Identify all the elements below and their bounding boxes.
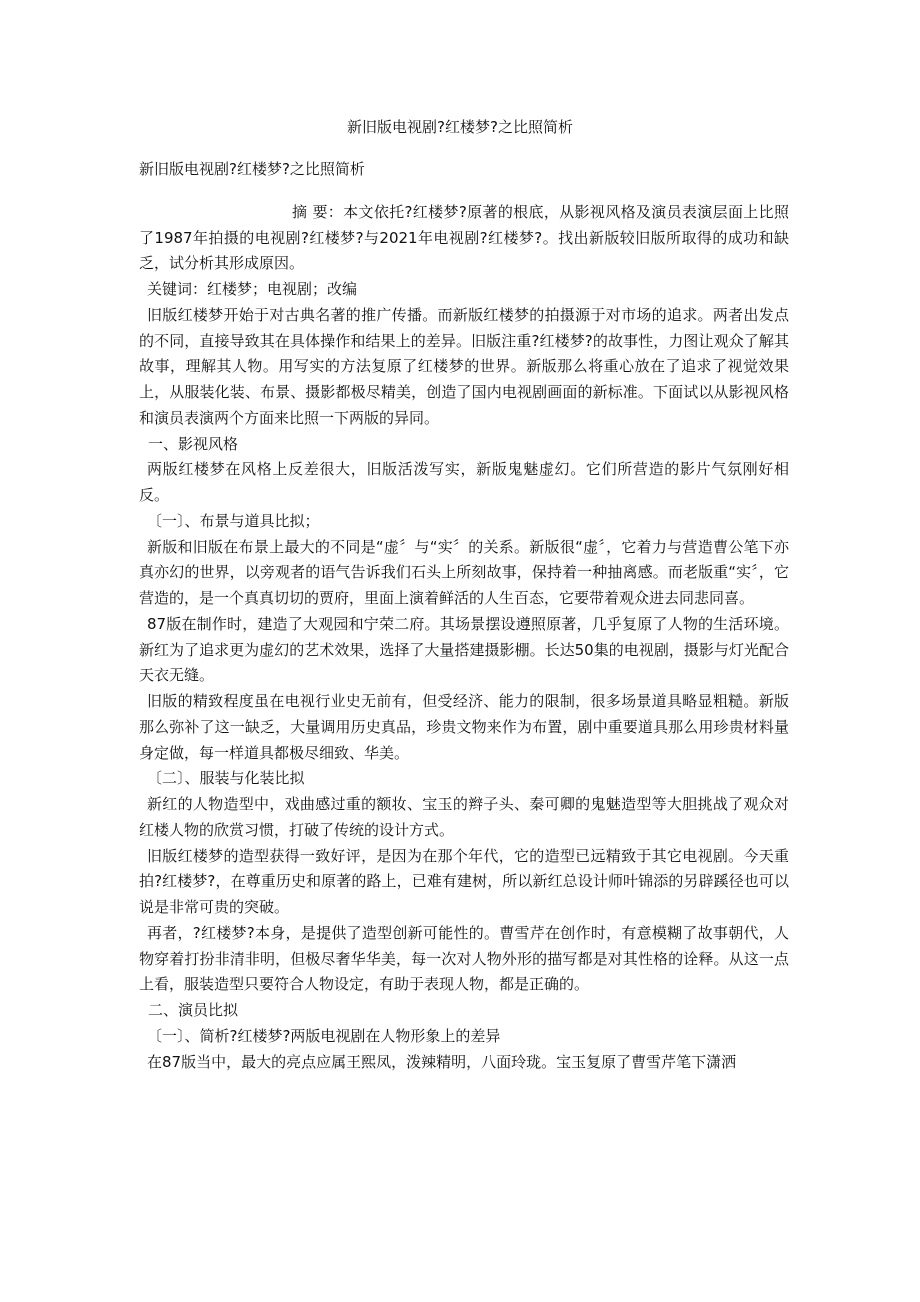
abstract-paragraph: 摘 要：本文依托?红楼梦?原著的根底，从影视风格及演员表演层面上比照了1987年拍摄的电视剧?红楼梦?与2021年电视剧?红楼梦?。找出新版较旧版所取得的成功和缺乏，试分析其形成原因。 bbox=[139, 202, 789, 273]
document-title: 新旧版电视剧?红楼梦?之比照简析 bbox=[347, 118, 573, 136]
body-paragraph: 再者，?红楼梦?本身，是提供了造型创新可能性的。曹雪芹在创作时，有意模糊了故事朝代，人物穿着打扮非清非明，但极尽奢华华美，每一次对人物外形的描写都是对其性格的诠释。从这一点上看，服装造型只要符合人物设定，有助于表现人物，都是正确的。 bbox=[139, 923, 789, 994]
body-paragraph: 旧版的精致程度虽在电视行业史无前有，但受经济、能力的限制，很多场景道具略显粗糙。新版那么弥补了这一缺乏，大量调用历史真品，珍贵文物来作为布置，剧中重要道具那么用珍贵材料量身定做，每一样道具都极尽细致、华美。 bbox=[139, 692, 789, 762]
subsection-heading: 〔二〕、服装与化装比拟 bbox=[147, 769, 305, 788]
body-paragraph: 旧版红楼梦的造型获得一致好评，是因为在那个年代，它的造型已远精致于其它电视剧。今天重拍?红楼梦?，在尊重历史和原著的路上，已难有建树，所以新红总设计师叶锦添的另辟蹊径也可以说是非常可贵的突破。 bbox=[139, 846, 789, 916]
body-paragraph: 新红的人物造型中，戏曲感过重的额妆、宝玉的辫子头、秦可卿的鬼魅造型等大胆挑战了观众对红楼人物的欣赏习惯，打破了传统的设计方式。 bbox=[139, 795, 789, 839]
subsection-heading: 〔一〕、简析?红楼梦?两版电视剧在人物形象上的差异 bbox=[147, 1026, 501, 1045]
article-title: 新旧版电视剧?红楼梦?之比照简析 bbox=[139, 160, 365, 178]
section-heading: 二、演员比拟 bbox=[148, 1001, 239, 1019]
section-heading: 一、影视风格 bbox=[148, 434, 239, 453]
body-paragraph: 在87版当中，最大的亮点应属王熙凤，泼辣精明，八面玲珑。宝玉复原了曹雪芹笔下潇洒 bbox=[147, 1052, 737, 1071]
document-body bbox=[139, 157, 789, 1075]
subsection-heading: 〔一〕、布景与道具比拟； bbox=[147, 511, 320, 530]
body-paragraph: 新版和旧版在布景上最大的不同是“虚〞与“实〞的关系。新版很“虚〞，它着力与营造曹公笔下亦真亦幻的世界，以旁观者的语气告诉我们石头上所刻故事，保持着一种抽离感。而老版重“实〞，它营造的，是一个真真切切的贾府，里面上演着鲜活的人生百态，它要带着观众进去同悲同喜。 bbox=[139, 537, 789, 607]
body-paragraph: 两版红楼梦在风格上反差很大，旧版活泼写实，新版鬼魅虚幻。它们所营造的影片气氛刚好相反。 bbox=[139, 460, 789, 504]
body-paragraph: 87版在制作时，建造了大观园和宁荣二府。其场景摆设遵照原著，几乎复原了人物的生活环境。 新红为了追求更为虚幻的艺术效果，选择了大量搭建摄影棚。长达50集的电视剧，摄影与灯光配合天衣无缝。 bbox=[139, 614, 789, 685]
body-paragraph: 旧版红楼梦开始于对古典名著的推广传播。而新版红楼梦的拍摄源于对市场的追求。两者出发点的不同，直接导致其在具体操作和结果上的差异。旧版注重?红楼梦?的故事性，力图让观众了解其故事，理解其人物。用写实的方法复原了红楼梦的世界。新版那么将重心放在了追求了视觉效果上，从服装化装、布景、摄影都极尽精美，创造了国内电视剧画面的新标准。下面试以从影视风格和演员表演两个方面来比照一下两版的异同。 bbox=[139, 305, 789, 427]
keywords-line: 关键词：红楼梦；电视剧；改编 bbox=[147, 280, 358, 298]
